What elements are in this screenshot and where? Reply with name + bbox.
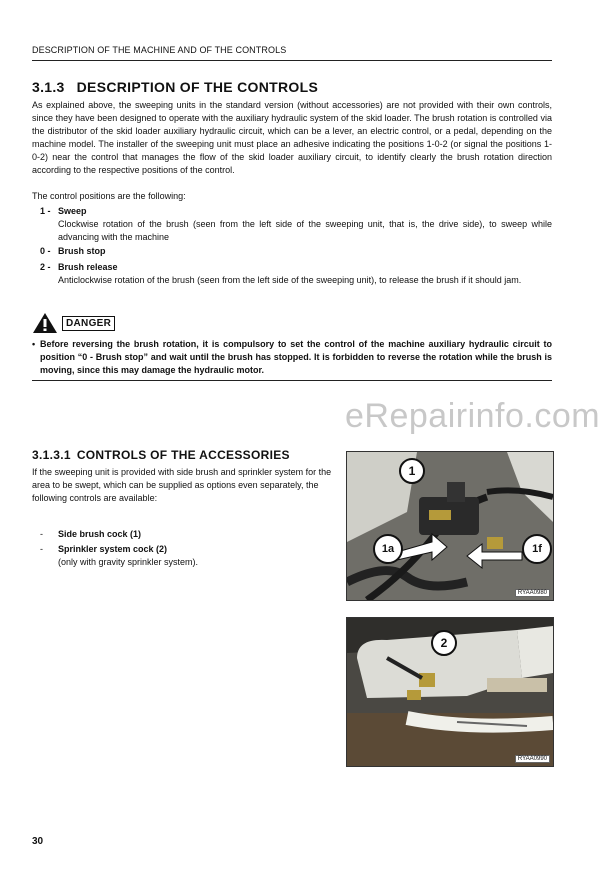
- list-item: [40, 528, 141, 541]
- control-item-sweep: [40, 206, 87, 216]
- list-dash: -: [40, 544, 43, 554]
- callout-2: 2: [431, 630, 457, 656]
- watermark-site: eRepairinfo.com: [345, 397, 601, 435]
- control-positions-intro: The control positions are the following:: [32, 191, 186, 201]
- callout-1: 1: [399, 458, 425, 484]
- item-number: 0 -: [40, 246, 51, 256]
- item-number: 1 -: [40, 206, 51, 216]
- subsection-number: 3.1.3.1: [32, 448, 71, 462]
- section-heading: [32, 79, 318, 95]
- list-dash: -: [40, 529, 43, 539]
- running-header: DESCRIPTION OF THE MACHINE AND OF THE CONTROLS: [32, 45, 287, 55]
- list-note: (only with gravity sprinkler system).: [58, 557, 199, 567]
- section-paragraph: As explained above, the sweeping units in the standard version (without accessories) are not provided with their own controls, since they have been designed to operate with the auxiliary hydraulic system of the skid loader. The brush rotation is controlled via the distributor of the skid loader auxiliary hydraulic circuit, which can be a lever, an electric control, or a pedal, depending on the machine model. The installer of the sweeping unit must place an adhesive indicating the positions 1-0-2 (or signal the positions 1-0-2) near the control that manages the flow of the skid loader auxiliary circuit, to identify clearly the brush rotation direction according to the respective positions of the control.: [32, 100, 552, 175]
- item-title: Brush stop: [58, 246, 106, 256]
- page-number: 30: [32, 836, 44, 847]
- danger-text: [32, 338, 552, 377]
- danger-text-body: Before reversing the brush rotation, it is compulsory to set the control of the machine auxiliary hydraulic circuit to position “0 - Brush stop” and wait until the brush has stopped. It is forbidden to reverse the rotation while the brush is moving, since this may damage the hydraulic motor.: [40, 339, 552, 375]
- subsection-heading: [32, 448, 290, 462]
- danger-rule: [32, 380, 552, 381]
- warning-triangle-icon: [32, 312, 58, 334]
- bullet: •: [32, 339, 36, 349]
- list-item: [40, 543, 167, 556]
- section-title: DESCRIPTION OF THE CONTROLS: [76, 79, 319, 95]
- photo-illustration: [347, 452, 553, 600]
- item-description: Anticlockwise rotation of the brush (seen from the left side of the sweeping unit), to release the brush if it should jam.: [58, 275, 522, 285]
- item-title: Brush release: [58, 262, 118, 272]
- subsection-title: CONTROLS OF THE ACCESSORIES: [76, 448, 290, 462]
- danger-box: [32, 312, 115, 334]
- item-description: Clockwise rotation of the brush (seen from the left side of the sweeping unit, that is, the drive side), to sweep while advancing with the machine: [58, 219, 552, 242]
- control-item-brush-release: [40, 262, 118, 272]
- header-rule: [32, 60, 552, 61]
- callout-1f: 1f: [522, 534, 552, 564]
- photo-sprinkler-cock: [346, 617, 554, 767]
- list-label: Sprinkler system cock (2): [58, 544, 168, 554]
- item-title: Sweep: [58, 206, 87, 216]
- callout-1a: 1a: [373, 534, 403, 564]
- figure-caption: RYAA0990: [515, 755, 550, 763]
- control-item-brush-stop: [40, 246, 106, 256]
- item-number: 2 -: [40, 262, 51, 272]
- figure-caption: RYAA0980: [515, 589, 550, 597]
- subsection-paragraph: If the sweeping unit is provided with side brush and sprinkler system for the area to be swept, which can be supplied as options even separately, the following controls are available:: [32, 467, 332, 503]
- section-number: 3.1.3: [32, 79, 65, 95]
- photo-side-brush-cock: [346, 451, 554, 601]
- danger-label: DANGER: [62, 316, 115, 331]
- list-label: Side brush cock (1): [58, 529, 142, 539]
